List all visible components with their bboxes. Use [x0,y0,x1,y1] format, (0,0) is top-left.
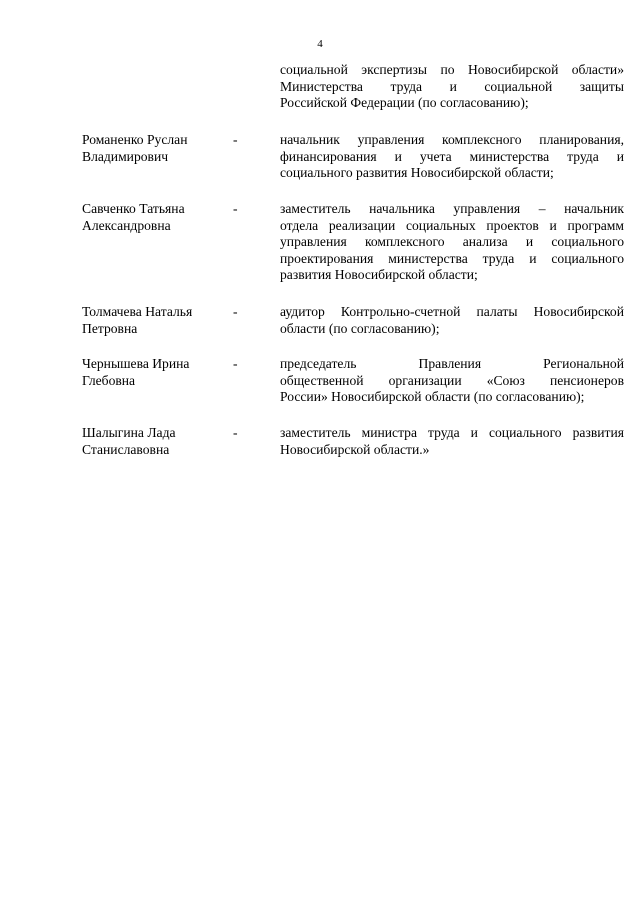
member-description-line: России» Новосибирской области (по согласованию); [280,389,585,405]
member-name-line: Чернышева Ирина [82,356,190,371]
member-name-line: Глебовна [82,372,136,388]
member-description-line: председатель Правления Региональной [280,356,624,371]
member-description [280,201,624,284]
continuation-line: Министерства труда и социальной защиты [280,78,624,94]
continuation-line: Российской Федерации (по согласованию); [280,95,529,111]
member-name-line: Владимирович [82,148,169,164]
member-name-line: Романенко Руслан [82,132,188,147]
member-description [280,132,624,182]
member-name-line: Александровна [82,217,171,233]
member-description-line: развития Новосибирской области; [280,267,478,283]
member-name-line: Шалыгина Лада [82,425,176,440]
member-name [82,356,222,389]
member-description-line: общественной организации «Союз пенсионеров [280,372,624,388]
member-description [280,304,624,337]
member-description-line: социального развития Новосибирской области; [280,165,554,181]
continuation-text [280,62,624,112]
member-name [82,132,222,165]
member-description-line: заместитель начальника управления – начальник [280,201,624,216]
member-dash: - [233,425,238,440]
member-name-line: Толмачева Наталья [82,304,193,319]
member-name [82,201,222,234]
member-name-line: Петровна [82,320,138,336]
member-dash: - [233,201,238,216]
member-description-line: управления комплексного анализа и социального [280,234,624,250]
page-number: 4 [317,38,323,50]
member-description-line: проектирования министерства труда и социального [280,250,624,266]
member-description-line: области (по согласованию); [280,320,440,336]
member-description [280,356,624,406]
member-name-line: Савченко Татьяна [82,201,185,216]
member-description-line: аудитор Контрольно-счетной палаты Новосибирской [280,304,624,319]
member-description-line: Новосибирской области.» [280,441,430,457]
member-dash: - [233,132,238,147]
member-description-line: начальник управления комплексного планирования, [280,132,624,147]
member-name [82,304,222,337]
member-name-line: Станиславовна [82,441,170,457]
member-description [280,425,624,458]
member-description-line: финансирования и учета министерства труда и [280,148,624,164]
member-name [82,425,222,458]
member-dash: - [233,304,238,319]
member-description-line: заместитель министра труда и социального развития [280,425,624,440]
continuation-line: социальной экспертизы по Новосибирской области» [280,62,624,77]
member-description-line: отдела реализации социальных проектов и программ [280,217,624,233]
member-dash: - [233,356,238,371]
